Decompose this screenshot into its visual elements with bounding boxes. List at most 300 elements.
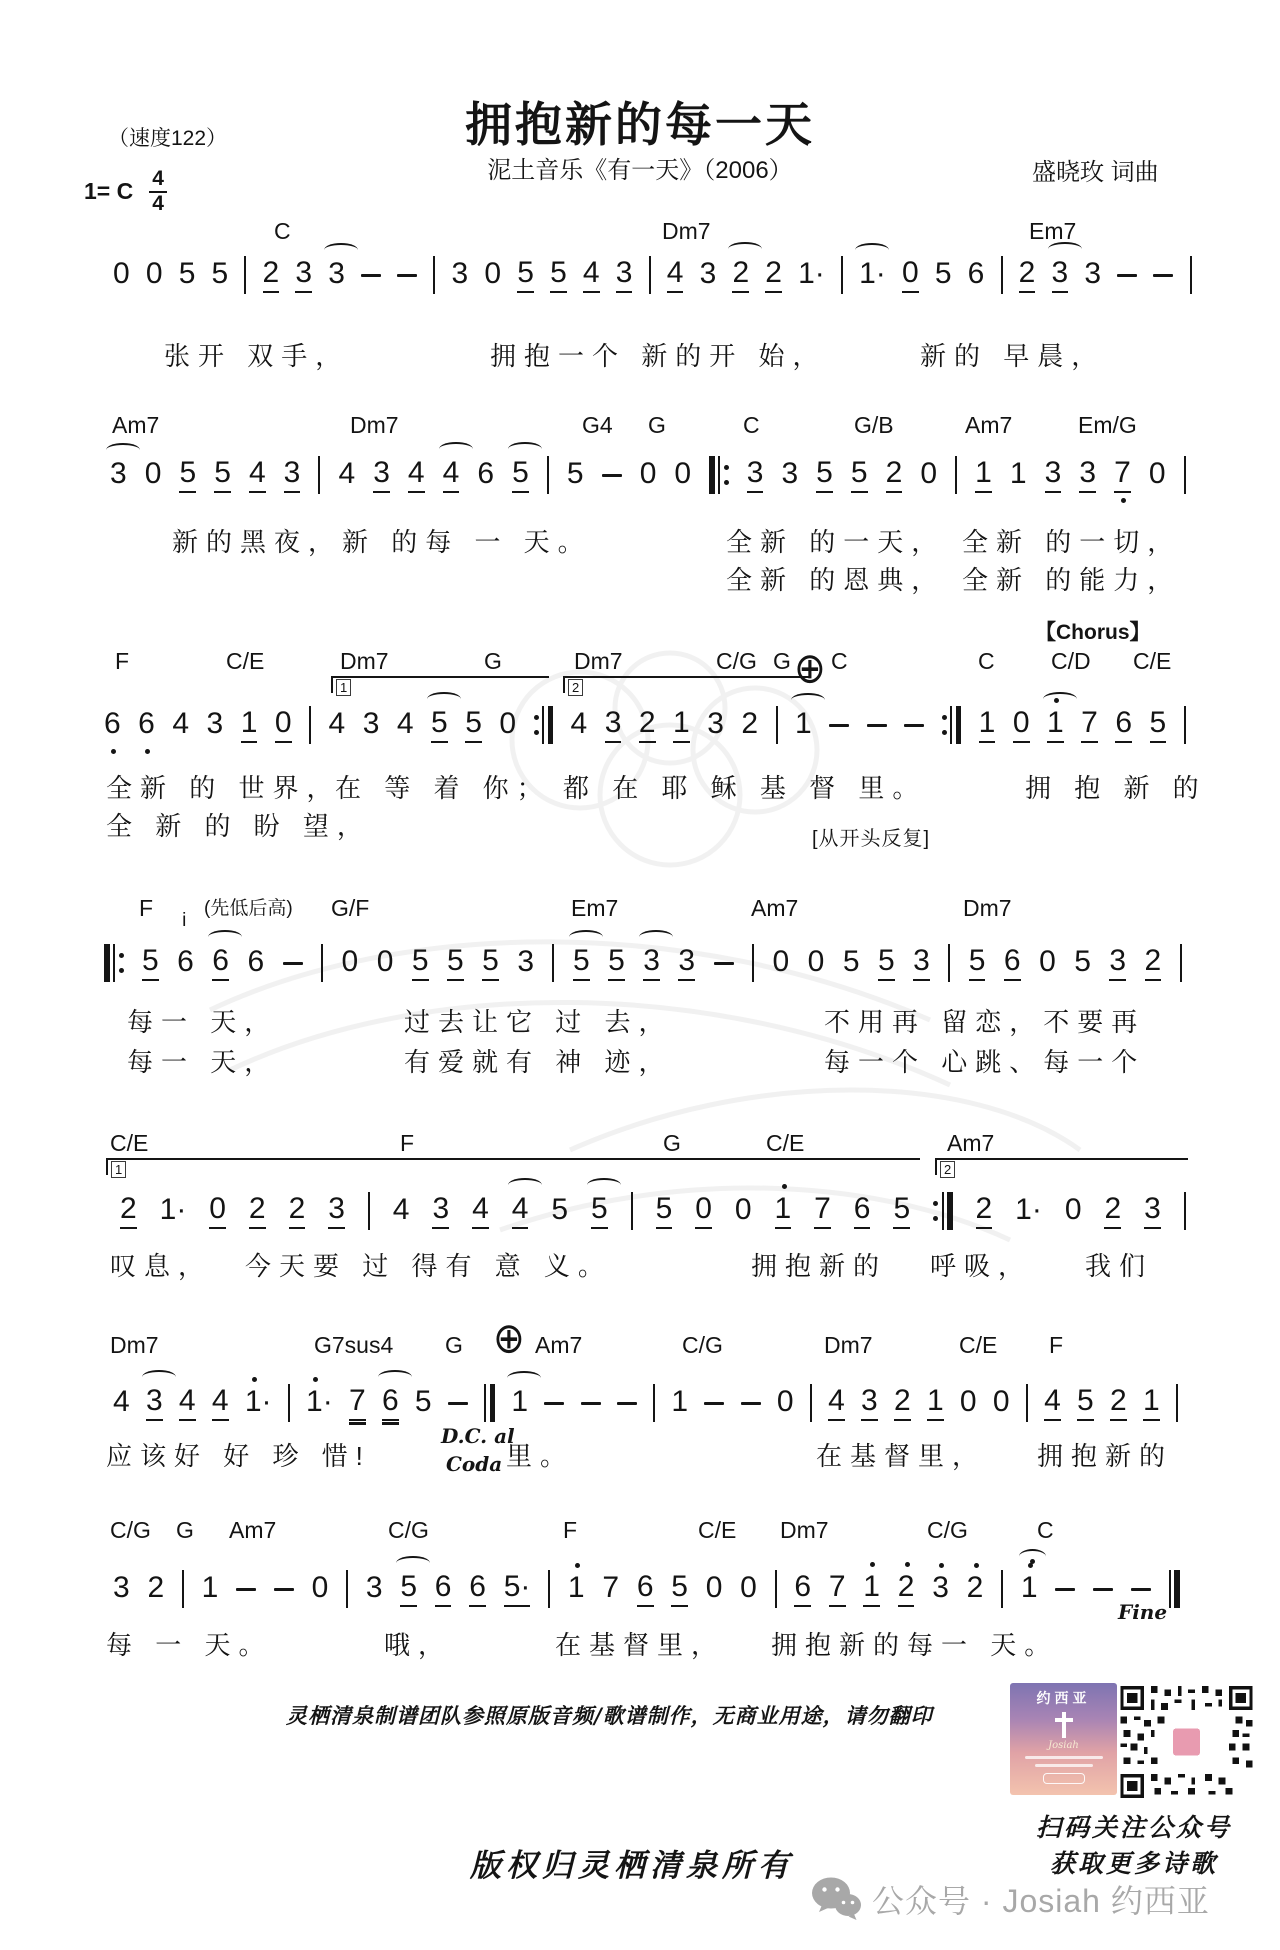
note: 1 <box>568 1573 585 1606</box>
chord-label: C/D <box>1051 648 1091 674</box>
lyric-segment: 每一个 心跳、每一个 <box>824 1047 1146 1077</box>
note: 3 <box>113 1570 130 1604</box>
barline <box>542 706 544 744</box>
note: 2 <box>1145 946 1162 981</box>
note: 1· <box>306 1387 333 1420</box>
note: 4 <box>443 458 460 493</box>
barline <box>548 1570 550 1608</box>
card-scripture-line <box>1025 1756 1103 1759</box>
time-signature-bottom: 4 <box>152 192 164 216</box>
note: 6 <box>967 256 985 290</box>
note: 1 <box>775 1194 792 1229</box>
barline <box>955 456 957 494</box>
lyric-segment: 张开 双手， <box>164 341 350 371</box>
double-barline <box>484 1384 495 1422</box>
chord-label: F <box>400 1130 415 1156</box>
lyric-segment: 拥抱新的 <box>1037 1441 1174 1471</box>
note: 5 <box>550 258 567 293</box>
note: 2 <box>120 1194 137 1229</box>
lyric-segment: 里。 <box>506 1441 575 1471</box>
duration-dash <box>397 274 417 277</box>
notes-row <box>120 1188 1186 1234</box>
note: 3 <box>781 456 799 490</box>
repeat-annotation: [从开头反复] <box>812 828 931 850</box>
note: 6 <box>382 1386 399 1421</box>
lyric-segment: 新的 早晨， <box>920 341 1106 371</box>
note: 2 <box>732 258 749 293</box>
note: 3 <box>295 258 312 293</box>
note: 6 <box>247 944 265 978</box>
note: 5 <box>414 1384 432 1418</box>
barline <box>484 1384 486 1422</box>
chorus-label: 【Chorus】 <box>1035 621 1151 644</box>
note: 4 <box>212 1386 229 1421</box>
note: 2 <box>249 1194 266 1229</box>
note: 2 <box>976 1194 993 1229</box>
chord-label: G <box>773 648 791 674</box>
note: 4 <box>328 706 346 740</box>
slur-arc <box>324 243 358 257</box>
note: 0 <box>376 944 394 978</box>
chord-label: G/B <box>854 412 894 438</box>
volta-bracket <box>935 1158 1188 1175</box>
chord-label: F <box>1049 1332 1064 1358</box>
chord-label: Dm7 <box>574 648 623 674</box>
note: 1 <box>927 1386 944 1421</box>
volta-number: 2 <box>568 679 583 696</box>
note: 6 i <box>177 909 194 978</box>
note: 1· <box>1015 1192 1042 1226</box>
barline <box>950 706 952 744</box>
note: 5 <box>1077 1386 1094 1421</box>
repeat-dots <box>534 715 539 735</box>
official-account-card <box>1010 1683 1117 1795</box>
note: 6 <box>212 946 229 981</box>
chord-label: C/G <box>110 1517 151 1543</box>
duration-dash <box>274 1588 294 1591</box>
note: 5 <box>969 946 986 981</box>
chord-label: G7sus4 <box>314 1332 394 1358</box>
barline <box>947 1192 953 1230</box>
note: 1 <box>975 458 992 493</box>
barline <box>1169 1570 1171 1608</box>
barline <box>956 706 962 744</box>
duration-dash <box>1131 1588 1151 1591</box>
note: 0 <box>499 706 517 740</box>
slur-arc <box>728 242 762 256</box>
copyright-line: 版权归灵栖清泉所有 <box>470 1848 794 1884</box>
repeat-dot <box>724 480 729 485</box>
note: 0 <box>341 944 359 978</box>
note: 6 <box>854 1194 871 1229</box>
tempo-marking: （速度122） <box>108 127 228 150</box>
barline <box>368 1192 370 1230</box>
chord-label: G <box>648 412 666 438</box>
notes-row <box>104 702 1186 748</box>
note: 0 <box>1039 944 1056 978</box>
note: 2 <box>639 708 656 743</box>
barline <box>547 456 549 494</box>
note: 5 <box>431 708 448 743</box>
note: 0 <box>807 944 825 978</box>
qr-code <box>1120 1686 1253 1798</box>
chord-label: Am7 <box>535 1332 583 1358</box>
lyric-segment: 叹息， <box>110 1251 213 1281</box>
lyric-segment: 全新 的一天， <box>726 527 946 557</box>
note: 0 <box>959 1384 977 1418</box>
note: 4 <box>828 1386 845 1421</box>
note: 3 <box>643 946 660 981</box>
note: 2 <box>147 1570 165 1604</box>
repeat-dot <box>119 953 124 958</box>
slur-arc <box>639 930 673 944</box>
barline <box>752 944 754 982</box>
chord-label: Dm7 <box>350 412 399 438</box>
note: 4 <box>249 458 266 493</box>
barline <box>718 456 720 494</box>
lyric-segment: 在基督里， <box>816 1441 987 1471</box>
barline <box>104 944 110 982</box>
chord-label: C/G <box>716 648 757 674</box>
chord-label: F <box>139 895 154 921</box>
barline <box>309 706 311 744</box>
note: 0 <box>695 1194 712 1229</box>
barline <box>1026 1384 1028 1422</box>
note: 3 <box>373 458 390 493</box>
notes-row <box>113 1566 1180 1612</box>
lyric-segment: 每一 天， <box>127 1007 279 1037</box>
note: 5 <box>878 946 895 981</box>
barline <box>709 456 715 494</box>
note: 5 <box>591 1194 608 1229</box>
chord-label: C/E <box>226 648 265 674</box>
note: 7 <box>814 1194 831 1229</box>
duration-dash <box>361 274 381 277</box>
note: 3 <box>699 256 717 290</box>
barline <box>1174 1570 1180 1608</box>
note: 0 <box>144 456 162 490</box>
fine-marking: Fine <box>1118 1600 1168 1624</box>
note: 3 <box>206 706 224 740</box>
barline <box>775 1570 777 1608</box>
duration-dash <box>867 724 887 727</box>
note: 0 <box>705 1570 723 1604</box>
note: 4 <box>338 456 356 490</box>
low-octave-dot <box>1121 498 1126 503</box>
lyric-segment: 全新 的能力， <box>962 565 1182 595</box>
barline <box>631 1192 633 1230</box>
note: 3 <box>616 258 633 293</box>
chord-label: G <box>445 1332 463 1358</box>
barline <box>1190 256 1192 294</box>
barline <box>653 1384 655 1422</box>
repeat-dot <box>119 968 124 973</box>
high-octave-dot <box>974 1563 979 1568</box>
dc-al-coda-marking: Coda <box>446 1452 503 1476</box>
slur-arc <box>378 1370 412 1384</box>
barline <box>1184 1192 1186 1230</box>
note: 3 <box>362 706 380 740</box>
note: 1 <box>671 1384 689 1418</box>
chord-label: Am7 <box>965 412 1013 438</box>
final-barline <box>1169 1570 1180 1608</box>
note: 3 <box>517 944 534 978</box>
chord-label: C <box>831 648 848 674</box>
note: 5 <box>447 946 464 981</box>
coda-sign: ⊕ <box>493 1315 525 1363</box>
notes-row <box>104 909 1182 986</box>
alternate-high-note: i <box>182 909 187 931</box>
note: 3 <box>110 459 127 492</box>
duration-dash <box>283 962 303 965</box>
note: 5 <box>400 1572 417 1607</box>
lyric-segment: 不用再 留恋，不要再 <box>824 1007 1146 1037</box>
lyric-segment: 拥 抱 新 的 <box>1025 773 1207 803</box>
high-octave-dot <box>782 1184 787 1189</box>
lyric-segment: 过去让它 过 去， <box>404 1007 673 1037</box>
wechat-account-label: 公众号 · Josiah 约西亚 <box>872 1883 1210 1919</box>
note: 1 <box>673 708 690 743</box>
slur-arc <box>587 1178 621 1192</box>
note: 3 <box>707 706 724 740</box>
note: 0 <box>1013 708 1030 743</box>
note: 6 <box>469 1572 486 1607</box>
note: 4 <box>179 1386 196 1421</box>
barline <box>113 944 115 982</box>
barline <box>288 1384 290 1422</box>
note: 5 <box>179 458 196 493</box>
note: 0 <box>920 456 938 490</box>
note: 5 <box>893 1194 910 1229</box>
note: 5 <box>412 946 429 981</box>
chord-label: C <box>978 648 995 674</box>
note: 1· <box>159 1192 187 1226</box>
high-octave-dot <box>905 1562 910 1567</box>
note: 7 <box>602 1570 620 1604</box>
note: 2 <box>263 258 280 293</box>
repeat-dots <box>933 1201 938 1221</box>
note: 1 <box>241 708 258 743</box>
note: 5 <box>512 458 529 493</box>
volta-bracket <box>106 1158 920 1175</box>
repeat-end-barline <box>933 1192 953 1230</box>
note: 1 <box>1009 456 1027 490</box>
note: 4 <box>583 258 600 293</box>
note: 0 <box>740 1570 757 1604</box>
lyric-segment: 在基督里， <box>555 1630 726 1660</box>
qr-caption-line1: 扫码关注公众号 <box>1035 1813 1232 1842</box>
repeat-dot <box>933 1201 938 1206</box>
note: 3 <box>678 946 695 981</box>
barline <box>649 256 651 294</box>
note: 4 <box>1044 1386 1061 1421</box>
wechat-icon <box>810 1876 862 1922</box>
high-octave-dot <box>252 1377 257 1382</box>
barline <box>433 256 435 294</box>
chord-label: C/E <box>766 1130 805 1156</box>
note: 5 <box>482 946 499 981</box>
note: 3 <box>365 1570 383 1604</box>
note: 3 <box>913 946 930 981</box>
lyric-segment: 应该好 好 珍 惜! <box>106 1441 371 1471</box>
chord-label: C/G <box>388 1517 429 1543</box>
duration-dash <box>1117 274 1137 277</box>
lyric-segment: 拥抱一个 新的开 始， <box>490 341 827 371</box>
chord-label: C/E <box>959 1332 998 1358</box>
note: 3 <box>328 1194 345 1229</box>
chord-label: Am7 <box>229 1517 277 1543</box>
note: 5 <box>214 458 231 493</box>
barline <box>810 1384 812 1422</box>
cross-icon <box>1062 1712 1066 1738</box>
duration-dash <box>904 724 924 727</box>
repeat-dot <box>534 730 539 735</box>
barline <box>244 256 246 294</box>
slur-arc <box>427 692 461 706</box>
note: 6 <box>1115 708 1132 743</box>
lyric-segment: 哦， <box>384 1630 453 1660</box>
slur-arc <box>569 930 603 944</box>
album-subtitle: 泥土音乐《有一天》（2006） <box>487 157 793 184</box>
notes-row <box>110 452 1186 498</box>
performance-annotation: (先低后高) <box>204 898 293 919</box>
note: 3 <box>932 1573 949 1606</box>
chord-label: G4 <box>582 412 613 438</box>
note: 0 <box>209 1194 226 1229</box>
chord-label: Dm7 <box>963 895 1012 921</box>
duration-dash <box>704 1402 724 1405</box>
slur-arc <box>508 442 542 456</box>
lyric-segment: 新的黑夜，新 的每 一 天。 <box>172 527 592 557</box>
duration-dash <box>602 474 622 477</box>
note: 2 <box>898 1572 915 1607</box>
note: 3 <box>284 458 301 493</box>
slur-arc <box>507 1371 541 1385</box>
production-note: 灵栖清泉制谱团队参照原版音频/歌谱制作，无商业用途，请勿翻印 <box>286 1703 933 1728</box>
chord-label: C/E <box>1133 648 1172 674</box>
note: 0 <box>275 708 292 743</box>
barline <box>182 1570 184 1608</box>
lyric-segment: 拥抱新的每一 天。 <box>771 1630 1059 1660</box>
note: 2 <box>765 258 782 293</box>
chord-label: C/E <box>110 1130 149 1156</box>
repeat-dot <box>933 1216 938 1221</box>
note: 6 <box>435 1572 452 1607</box>
note: 0 <box>484 256 502 290</box>
barline <box>1184 706 1186 744</box>
duration-dash <box>1153 274 1173 277</box>
note: 3 <box>747 458 764 493</box>
notes-row <box>113 1380 1178 1426</box>
note: 5 <box>671 1572 688 1607</box>
fermata-dot <box>1030 1559 1035 1564</box>
chord-label: C <box>274 218 291 244</box>
note: 3 <box>1144 1194 1161 1229</box>
lyric-segment: 拥抱新的 <box>751 1251 888 1281</box>
barline <box>548 706 554 744</box>
card-scripture-line <box>1035 1764 1093 1767</box>
barline <box>1001 1570 1003 1608</box>
note: 5 <box>142 946 159 981</box>
wechat-account-row <box>810 1876 1210 1922</box>
slur-arc <box>508 1178 542 1192</box>
chord-label: Am7 <box>112 412 160 438</box>
slur-arc <box>855 243 889 257</box>
note: 3 <box>1084 256 1102 290</box>
note: 3 <box>1079 458 1096 493</box>
note: 5 <box>656 1194 673 1229</box>
low-octave-dot <box>111 749 116 754</box>
duration-dash <box>448 1402 468 1405</box>
note: 0 <box>1148 456 1166 490</box>
volta-bracket <box>563 676 810 693</box>
duration-dash <box>236 1588 256 1591</box>
note: 0 <box>145 256 163 290</box>
repeat-end-barline <box>942 706 962 744</box>
note: 3 <box>1052 258 1069 293</box>
note: 5 <box>608 946 625 981</box>
note: 0 <box>674 456 692 490</box>
composer-credit: 盛晓玫 词曲 <box>1032 159 1159 186</box>
repeat-start-barline <box>104 944 124 982</box>
note: 6 <box>104 709 121 742</box>
duration-dash <box>1093 1588 1113 1591</box>
note: 3 <box>1045 458 1062 493</box>
note: 5 <box>465 708 482 743</box>
note: 2 <box>967 1573 984 1606</box>
note: 1 <box>511 1387 528 1420</box>
note: 5 <box>934 256 952 290</box>
duration-dash <box>741 1402 761 1405</box>
slur-arc <box>106 443 140 457</box>
note: 1· <box>798 256 825 290</box>
note: 5 <box>566 456 584 490</box>
note: 7 <box>829 1572 846 1607</box>
lyric-segment: 呼吸， <box>930 1251 1033 1281</box>
note: 3 <box>432 1194 449 1229</box>
duration-dash <box>829 724 849 727</box>
lyric-segment: 我们 <box>1085 1251 1154 1281</box>
note: 5 <box>211 256 229 290</box>
lyric-segment: 全新 的 世界， <box>106 773 341 803</box>
card-title: 约西亚 <box>1036 1690 1091 1706</box>
repeat-dot <box>724 465 729 470</box>
note: 6 <box>1004 946 1021 981</box>
volta-number: 2 <box>940 1161 955 1178</box>
note: 0 <box>734 1192 752 1226</box>
note: 5 <box>178 256 196 290</box>
lyric-segment: 都 在 耶 稣 基 督 里。 <box>563 773 927 803</box>
lyric-segment: 在 等 着 你； <box>335 773 551 803</box>
duration-dash <box>714 962 734 965</box>
duration-dash <box>617 1402 637 1405</box>
chord-label: Em7 <box>1029 218 1077 244</box>
barline <box>318 456 320 494</box>
note: 3 <box>605 708 622 743</box>
note: 4 <box>113 1384 130 1418</box>
barline <box>490 1384 496 1422</box>
chord-label: C <box>1037 1517 1054 1543</box>
barline <box>1180 944 1182 982</box>
note: 4 <box>667 258 684 293</box>
chord-label: Am7 <box>947 1130 995 1156</box>
chord-label: Em7 <box>571 895 619 921</box>
slur-arc <box>142 1370 176 1384</box>
note: 1 <box>1021 1573 1038 1606</box>
chord-label: Dm7 <box>340 648 389 674</box>
note: 3 <box>146 1386 163 1421</box>
high-octave-dot <box>575 1563 580 1568</box>
